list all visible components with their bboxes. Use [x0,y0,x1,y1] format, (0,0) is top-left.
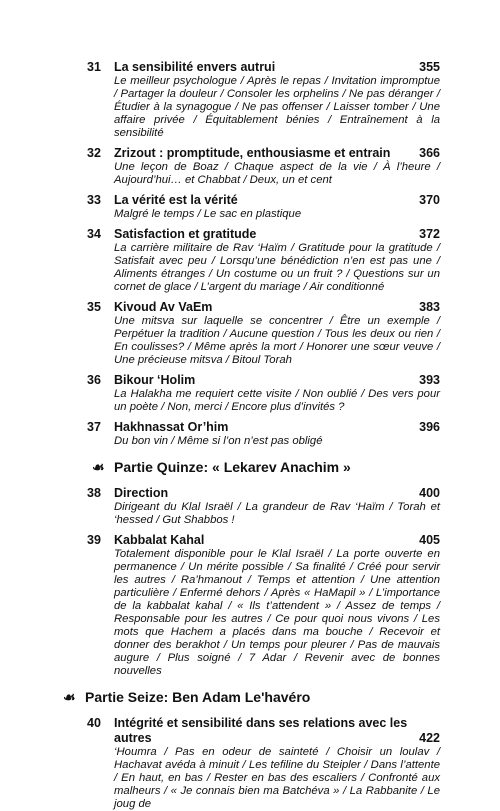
chapter-subtopics: La Halakha me requiert cette visite / Non oublié / Des vers pour un poète / Non, merci / Encore plus d’invités ? [114,388,440,413]
page-number: 372 [419,227,440,241]
chapter-title-line-1: Intégrité et sensibilité dans ses relations avec les [114,716,408,730]
chapter-subtopics: Une mitsva sur laquelle se concentrer / Être un exemple / Perpétuer la tradition / Aucune question / Tous les deux ou rien / En coulisses? / Même après la mort / Honorer une sœur veuve / Une précieuse mitsva / Bitoul Torah [114,315,440,366]
chapter-number: 39 [87,533,101,547]
chapter-subtopics: Totalement disponible pour le Klal Israël / La porte ouverte en permanence / Un mérite possible / Sa finalité / Créé pour servir les autres / Ra’hmanout / Temps et attention / Une attention particulière / Enfermé dehors / Après « HaMapil » / L’importance de la kabbalat kahal / « Ils t’attendent » / Assez de temps / Responsable pour les autres / Ce pour quoi nous vivons / Les mots que Hachem a placés dans ma bouche / Recevoir et donner des berakhot / Un temps pour pleurer / Pas de mauvais augure / Plus soigné / 7 Adar / Revenir avec de bonnes nouvelles [114,548,440,677]
fleuron-icon: ☙ [63,689,76,705]
toc-entry-40 [0,716,500,811]
part-heading-16 [0,688,500,706]
toc-entry-31 [0,60,500,140]
chapter-number: 34 [87,227,101,241]
fleuron-icon: ☙ [92,459,105,475]
toc-entry-33 [0,193,500,221]
chapter-title: Direction [114,486,169,500]
page-number: 405 [419,533,440,547]
chapter-subtopics: La carrière militaire de Rav ‘Haïm / Gratitude pour la gratitude / Satisfait avec peu / Lorsqu’une bénédiction n’en est pas une / Aliments étranges / Un costume ou un fruit ? / Questions sur un cornet de glace / L’argent du mariage / Air conditionné [114,242,440,293]
chapter-number: 35 [87,300,101,314]
page-number: 370 [419,193,440,207]
chapter-title: Satisfaction et gratitude [114,227,257,241]
page-number: 393 [419,373,440,387]
chapter-subtopics: Une leçon de Boaz / Chaque aspect de la vie / À l’heure / Aujourd’hui… et Chabbat / Deux, un et cent [114,161,440,186]
toc-entry-34 [0,227,500,294]
part-title: Partie Seize: Ben Adam Le'havéro [85,689,311,705]
chapter-number: 33 [87,193,101,207]
toc-entry-36 [0,373,500,414]
chapter-title: Kabbalat Kahal [114,533,205,547]
page-number: 396 [419,420,440,434]
page-number: 400 [419,486,440,500]
page-number: 422 [419,731,440,745]
toc-entry-38 [0,486,500,527]
chapter-title: La vérité est la vérité [114,193,238,207]
chapter-title-continuation: autres [114,731,152,745]
chapter-number: 38 [87,486,101,500]
chapter-title-line-2 [114,731,440,746]
chapter-subtopics: Le meilleur psychologue / Après le repas / Invitation impromptue / Partager la douleur / Consoler les orphelins / Ne pas déranger / Étudier à la synagogue / Ne pas offenser / Laisser tomber / Une affaire privée / Équitablement bénies / Entraînement à la sensibilité [114,75,440,139]
page-number: 355 [419,60,440,74]
chapter-number: 31 [87,60,101,74]
chapter-title: Bikour ‘Holim [114,373,196,387]
chapter-subtopics: Dirigeant du Klal Israël / La grandeur de Rav ‘Haïm / Torah et ‘hessed / Gut Shabbos ! [114,501,440,526]
chapter-title: Zrizout : promptitude, enthousiasme et entrain [114,146,391,160]
toc-entry-32 [0,146,500,187]
chapter-number: 36 [87,373,101,387]
toc-entry-35 [0,300,500,367]
chapter-title: Hakhnassat Or’him [114,420,229,434]
chapter-number: 40 [87,716,101,730]
toc-entry-37 [0,420,500,448]
chapter-number: 32 [87,146,101,160]
page-number: 383 [419,300,440,314]
toc-entry-39 [0,533,500,678]
chapter-subtopics: Du bon vin / Même si l’on n’est pas obligé [114,435,323,447]
chapter-title: Kivoud Av VaEm [114,300,213,314]
chapter-number: 37 [87,420,101,434]
chapter-subtopics: Malgré le temps / Le sac en plastique [114,208,302,220]
part-title: Partie Quinze: « Lekarev Anachim » [114,459,351,475]
page-number: 366 [419,146,440,160]
chapter-title: La sensibilité envers autrui [114,60,276,74]
part-heading-15 [0,458,500,476]
chapter-subtopics: ‘Houmra / Pas en odeur de sainteté / Choisir un loulav / Hachavat avéda à minuit / Les tefiline du Steipler / Dans l’attente / En haut, en bas / Rester en bas des escaliers / Confronté aux malheurs / « Je connais bien ma Batchéva » / La Rabbanite / Le joug de [114,746,440,810]
